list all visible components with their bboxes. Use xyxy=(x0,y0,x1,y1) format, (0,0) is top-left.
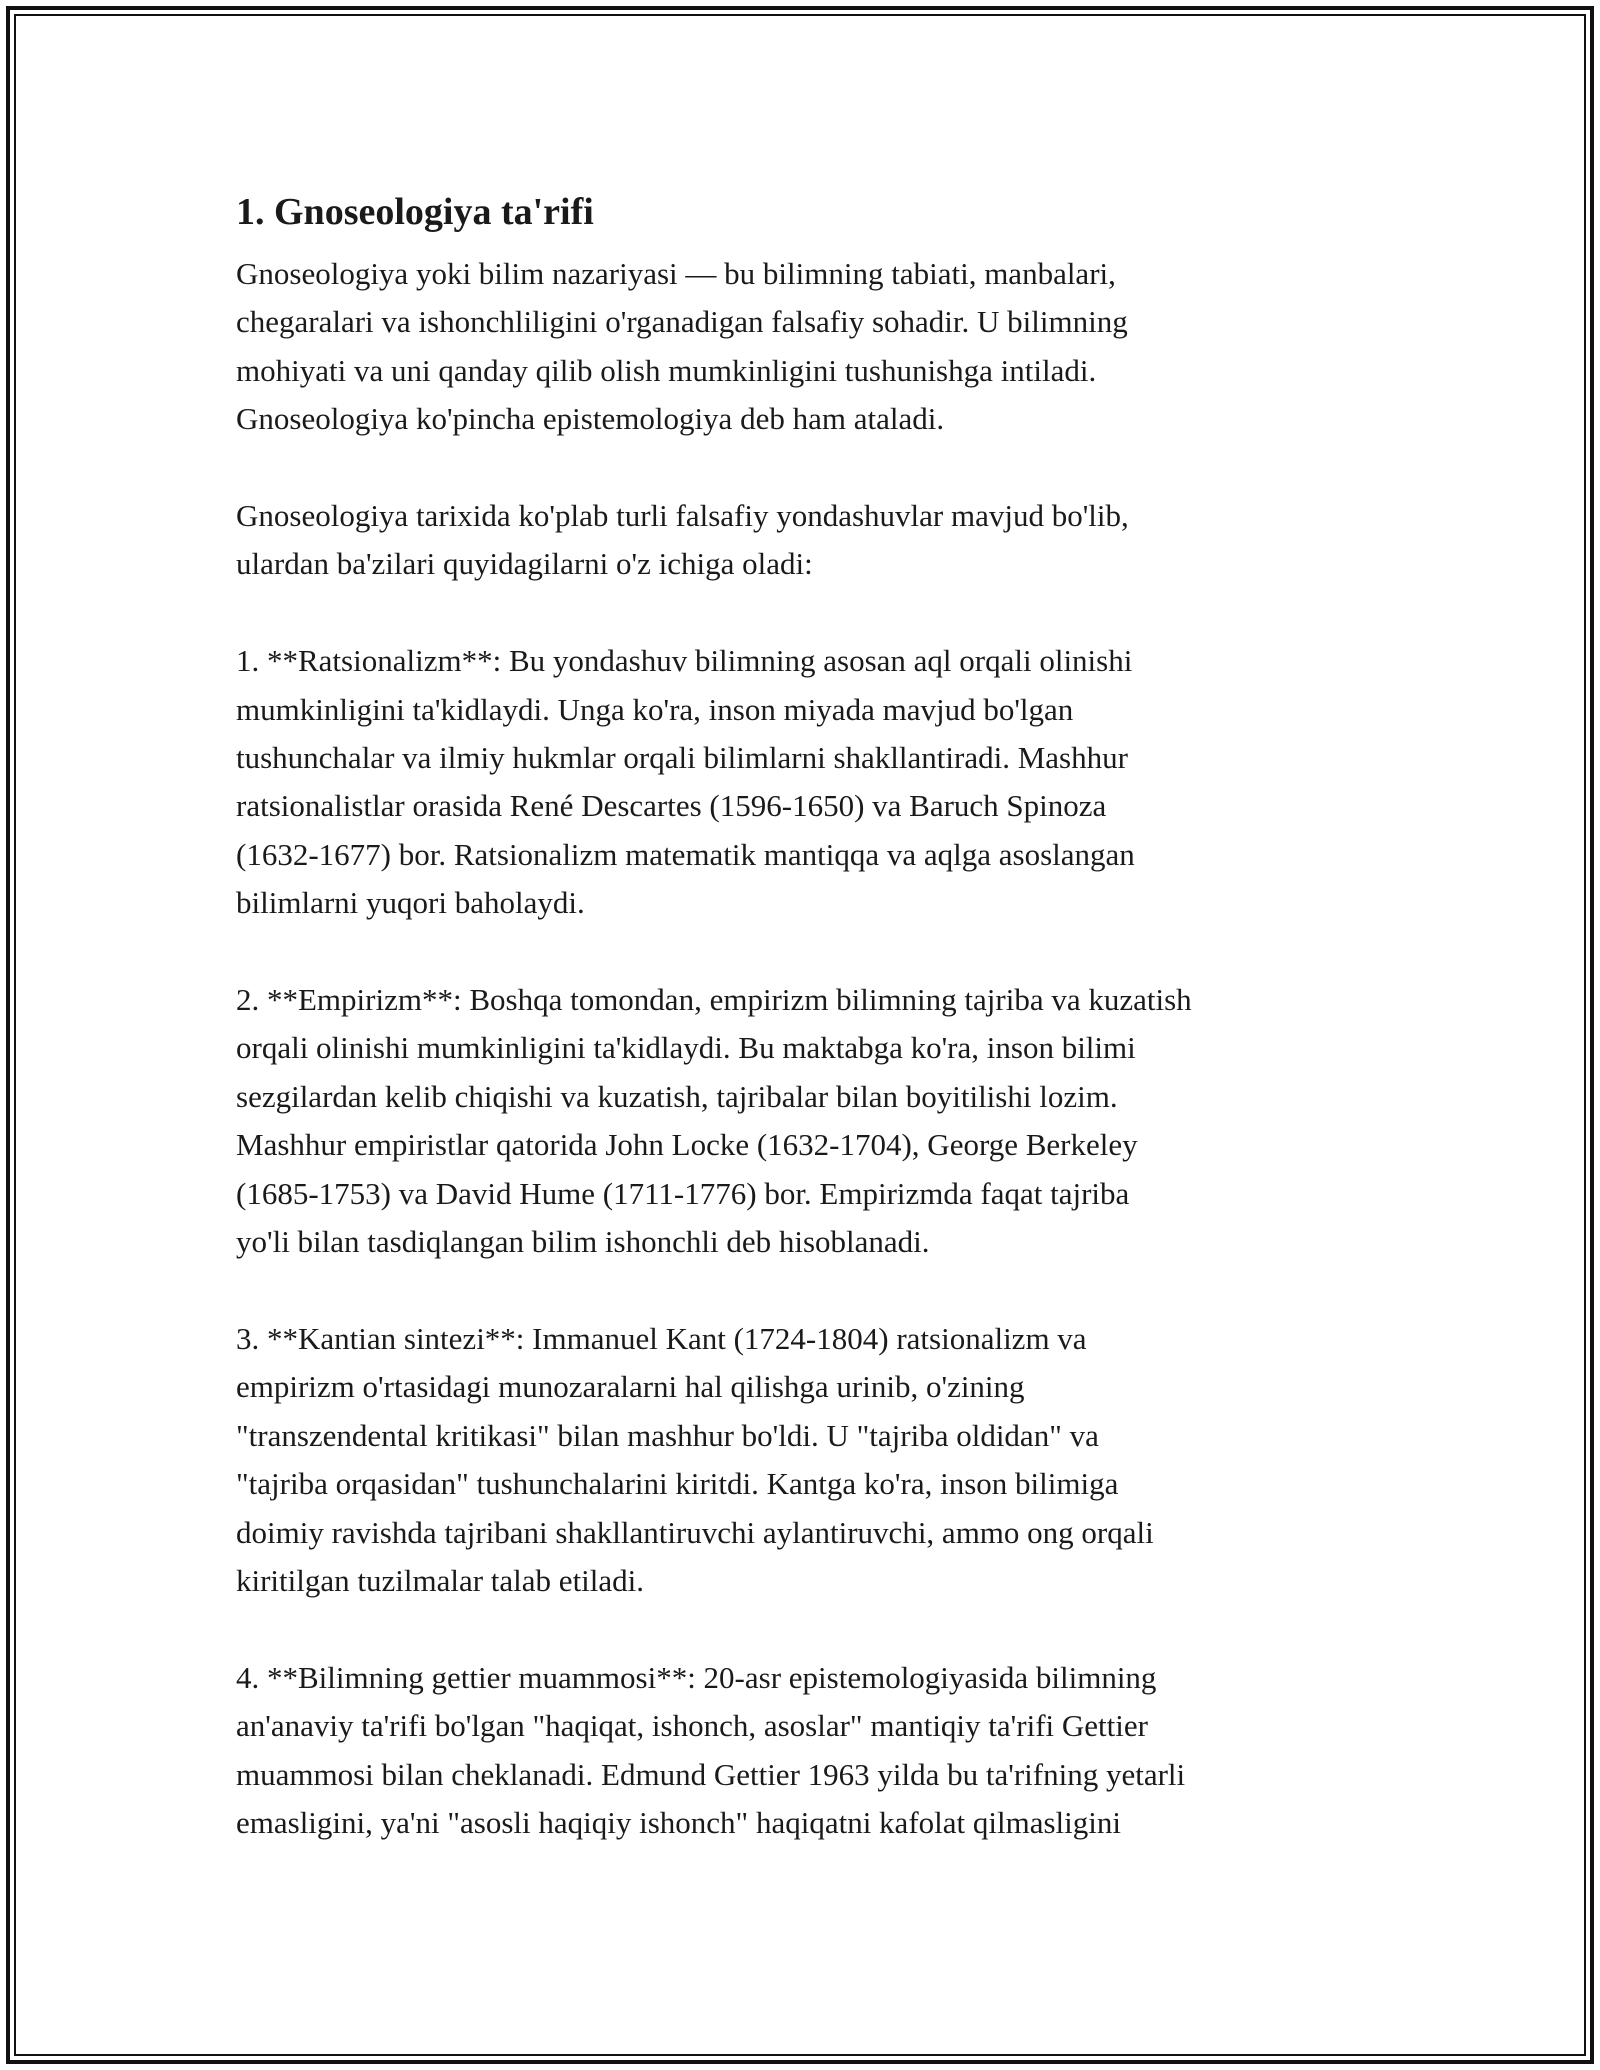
paragraph-gettier-problem: 4. **Bilimning gettier muammosi**: 20-asr epistemologiyasida bilimning an'anaviy ta'rifi bo'lgan "haqiqat, ishonch, asoslar" mantiqiy ta'rifi Gettier muammosi bilan cheklanadi. Edmund Gettier 1963 yilda bu ta'rifning yetarli emasligini, ya'ni "asosli haqiqiy ishonch" haqiqatni kafolat qilmasligini xyxy=(236,1659,1186,1840)
paragraph-kantian-synthesis: 3. **Kantian sintezi**: Immanuel Kant (1724-1804) ratsionalizm va empirizm o'rtasidagi munozaralarni hal qilishga urinib, o'zining "transzendental kritikasi" bilan mashhur bo'ldi. U "tajriba oldidan" va "tajriba orqasidan" tushunchalarini kiritdi. Kantga ko'ra, inson bilimiga doimiy ravishda tajribani shakllantiruvchi aylantiruvchi, ammo ong orqali kiritilgan tuzilmalar talab etiladi. xyxy=(236,1320,1154,1598)
paragraph-approaches: Gnoseologiya tarixida ko'plab turli falsafiy yondashuvlar mavjud bo'lib, ulardan ba'zilari quyidagilarni o'z ichiga oladi: xyxy=(236,498,1129,582)
paragraph-intro: Gnoseologiya yoki bilim nazariyasi — bu bilimning tabiati, manbalari, chegaralari va ishonchliligini o'rganadigan falsafiy sohadir. U bilimning mohiyati va uni qanday qilib olish mumkinligini tushunishga intiladi. Gnoseologiya ko'pincha epistemologiya deb ham ataladi. xyxy=(236,256,1128,437)
paragraph-rationalism: 1. **Ratsionalizm**: Bu yondashuv bilimning asosan aql orqali olinishi mumkinligini ta'kidlaydi. Unga ko'ra, inson miyada mavjud bo'lgan tushunchalar va ilmiy hukmlar orqali bilimlarni shakllantiradi. Mashhur ratsionalistlar orasida René Descartes (1596-1650) va Baruch Spinoza (1632-1677) bor. Ratsionalizm matematik mantiqqa va aqlga asoslangan bilimlarni yuqori baholaydi. xyxy=(236,643,1135,921)
section-title: 1. Gnoseologiya ta'rifi xyxy=(236,191,594,233)
paragraph-empiricism: 2. **Empirizm**: Boshqa tomondan, empirizm bilimning tajriba va kuzatish orqali olinishi mumkinligini ta'kidlaydi. Bu maktabga ko'ra, inson bilimi sezgilardan kelib chiqishi va kuzatish, tajribalar bilan boyitilishi lozim. Mashhur empiristlar qatorida John Locke (1632-1704), George Berkeley (1685-1753) va David Hume (1711-1776) bor. Empirizmda faqat tajriba yo'li bilan tasdiqlangan bilim ishonchli deb hisoblanadi. xyxy=(236,982,1192,1260)
document-body xyxy=(236,188,1386,1896)
